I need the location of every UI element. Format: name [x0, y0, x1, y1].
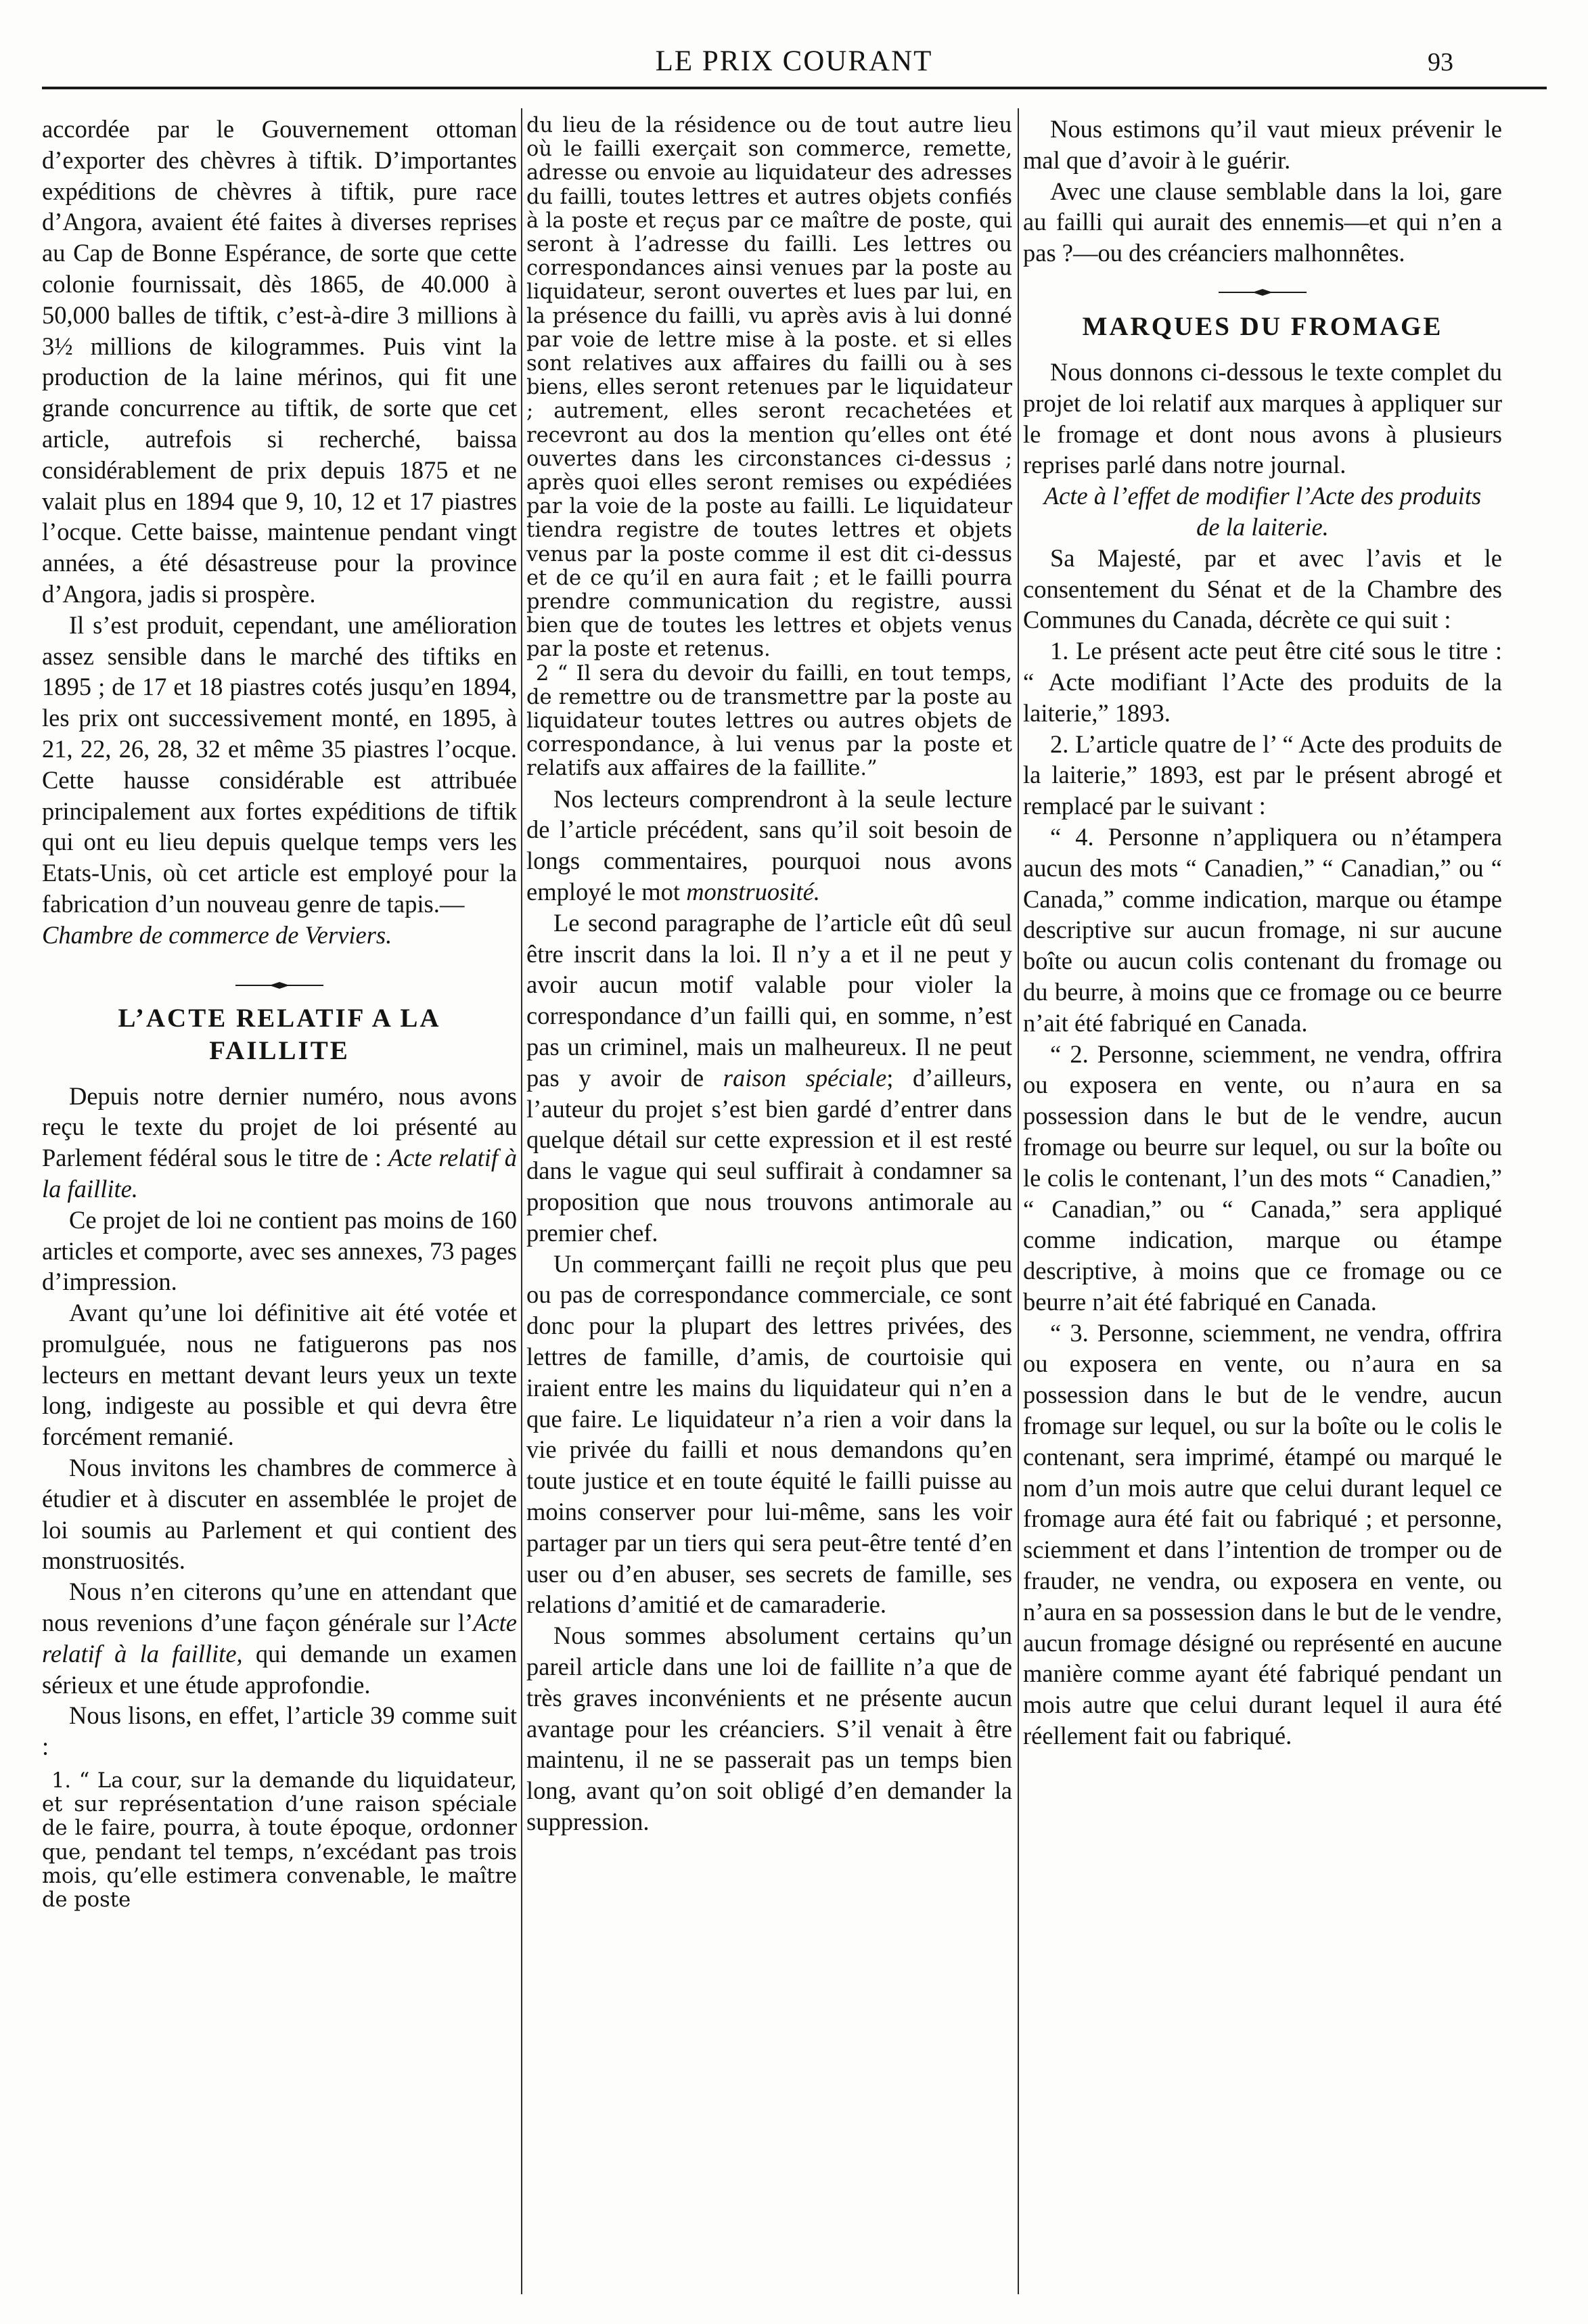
ornament-divider [1219, 288, 1307, 297]
paragraph [42, 1576, 517, 1700]
italic-title: Acte relatif à la faillite. [42, 1144, 517, 1203]
paragraph: 1. Le présent acte peut être cité sous le titre : “ Acte modifiant l’Acte des produits de la laiterie,” 1893. [1023, 637, 1502, 727]
act-title: Acte à l’effet de modifier l’Acte des produits de la laiterie. [1043, 482, 1482, 541]
paragraph-text: qui demande un examen sérieux et une étude approfondie. [42, 1639, 517, 1699]
paragraph: “ 4. Personne n’appliquera ou n’étampera aucun des mots “ Canadien,” “ Canadian,” ou “ Canada,” comme indication, marque ou étampe descriptive sur aucun fromage, ni sur aucune boîte ou aucun colis contenant du fromage ou du beurre, à moins que ce fromage ou ce beurre n’ait été fabriqué en Canada. [1023, 822, 1502, 1037]
paragraph: Nous sommes absolument certains qu’un pareil article dans une loi de faillite n’a que de très graves inconvénients et ne présente aucun avantage pour les créanciers. S’il venait à être maintenu, il ne se passerait pas un temps bien long, avant qu’on soit obligé d’en demander la suppression. [526, 1622, 1012, 1835]
italic-word: monstruosité. [686, 878, 820, 906]
column-right [1023, 114, 1502, 2300]
page-number: 93 [1428, 48, 1453, 76]
article-signature: Chambre de commerce de Verviers. [42, 920, 392, 949]
italic-title: Acte relatif à la faillite, [42, 1609, 517, 1668]
paragraph: Nous donnons ci-dessous le texte complet du projet de loi relatif aux marques à appliquer sur le fromage et dont nous avons à plusieurs reprises parlé dans notre journal. [1023, 357, 1502, 479]
quoted-article: 1. “ La cour, sur la demande du liquidateur, et sur représentation d’une raison spéciale de le faire, pourra, à toute époque, ordonner que, pendant tel temps, n’excédant pas trois mois, qu’elle estimera convenable, le maître de poste [42, 1769, 517, 1913]
paragraph: 2. L’article quatre de l’ “ Acte des produits de la laiterie,” 1893, est par le présent abrogé et remplacé par le suivant : [1023, 730, 1502, 820]
paragraph: Sa Majesté, par et avec l’avis et le consentement du Sénat et de la Chambre des Communes du Canada, décrète ce qui suit : [1023, 543, 1502, 634]
paragraph: Ce projet de loi ne contient pas moins de 160 articles et comporte, avec ses annexes, 73 pages d’impression. [42, 1205, 517, 1296]
paragraph: “ 3. Personne, sciemment, ne vendra, offrira ou exposera en vente, ou n’aura en sa possession dans le but de le vendre, aucun fromage sur lequel, ou sur la boîte ou le colis le contenant, sera imprimé, étampé ou marqué le nom d’un mois autre que celui durant lequel ce fromage aura été fait ou fabriqué ; et personne, sciemment et dans l’intention de tromper ou de frauder, ne vendra, ou exposera en vente, ou n’aura en sa possession dans le but de le vendre, aucun fromage désigné ou représenté en aucune manière comme ayant été fabriqué pendant un mois autre que celui durant lequel il aura été réellement fait ou fabriqué. [1023, 1318, 1502, 1750]
section-title: MARQUES DU FROMAGE [1082, 311, 1443, 341]
italic-word: raison spéciale [723, 1063, 887, 1092]
paragraph-text: ; d’ailleurs, l’auteur du projet s’est bien gardé d’entrer dans quelque détail sur cette expression et il est resté dans le vague qui seul suffirait à condamner sa proposition que nous trouvons antimorale au premier chef. [526, 1063, 1012, 1247]
paragraph: “ 2. Personne, sciemment, ne vendra, offrira ou exposera en vente, ou n’aura en sa possession dans le but de le vendre, aucun fromage ou beurre sur lequel, ou sur la boîte ou le colis le contenant, l’un des mots “ Canadien,” “ Canadian,” ou “ Canada,” sera appliqué comme indication, marque ou étampe descriptive, à moins que ce fromage ou ce beurre n’ait été fabriqué en Canada. [1023, 1040, 1502, 1316]
paragraph: Nous invitons les chambres de commerce à étudier et à discuter en assemblée le projet de loi soumis au Parlement et qui contient des monstruosités. [42, 1454, 517, 1575]
paragraph: Un commerçant failli ne reçoit plus que peu ou pas de correspondance commerciale, ce sont donc pour la plupart des lettres privées, des lettres de famille, d’amis, de courtoisie qui iraient entre les mains du liquidateur qui n’en a que faire. Le liquidateur n’a rien a voir dans la vie privée du failli et nous demandons qu’en toute justice et en toute équité le failli puisse au moins conserver pour lui-même, sans les voir partager par un tiers qui sera peut-être tenté d’en user ou d’en abuser, ses secrets de famille, ses relations d’amitié et de camaraderie. [526, 1249, 1012, 1619]
paragraph: Nous estimons qu’il vaut mieux prévenir le mal que d’avoir à le guérir. [1023, 115, 1502, 174]
paragraph: Avant qu’une loi définitive ait été votée et promulguée, nous ne fatiguerons pas nos lecteurs en mettant devant leurs yeux un texte long, indigeste au possible et qui devra être forcément remanié. [42, 1299, 517, 1451]
paragraph: Avec une clause semblable dans la loi, gare au failli qui aurait des ennemis—et qui n’en a pas ?—ou des créanciers malhonnêtes. [1023, 177, 1502, 267]
paragraph-text: Depuis notre dernier numéro, nous avons reçu le texte du projet de loi présenté au Parlement fédéral sous le titre de : [42, 1081, 517, 1172]
section-title: L’ACTE RELATIF A LA FAILLITE [118, 1003, 441, 1065]
paragraph: Nous lisons, en effet, l’article 39 comme suit : [42, 1701, 517, 1761]
column-divider [521, 108, 522, 2294]
header-rule [42, 87, 1547, 89]
column-middle [526, 114, 1012, 2300]
paragraph-text: Le second paragraphe de l’article eût dû seul être inscrit dans la loi. Il n’y a et il ne peut y avoir aucun motif valable pour violer la correspondance d’un failli qui, en somme, n’est pas un criminel, mais un malheureux. Il ne peut pas y avoir de [526, 908, 1012, 1092]
paragraph: Il s’est produit, cependant, une amélioration assez sensible dans le marché des tiftiks en 1895 ; de 17 et 18 piastres cotés jusqu’en 1894, les prix ont successivement monté, en 1895, à 21, 22, 26, 28, 32 et même 35 piastres l’ocque. Cette hausse considérable est attribuée principalement aux fortes expéditions de tiftik qui ont eu lieu depuis quelque temps vers les Etats-Unis, où cet article est employé pour la fabrication d’un nouveau genre de tapis.— [42, 610, 517, 918]
paragraph-text: Nous n’en citerons qu’une en attendant que nous revenions d’une façon générale sur l’ [42, 1578, 517, 1637]
paragraph: accordée par le Gouvernement ottoman d’exporter des chèvres à tiftik. D’importantes expéditions de chèvres à tiftik, pure race d’Angora, avaient été faites à diverses reprises au Cap de Bonne Espérance, de sorte que cette colonie fournissait, dès 1865, de 40.000 à 50,000 balles de tiftik, c’est-à-dire 3 millions à 3½ millions de kilogrammes. Puis vint la production de la laine mérinos, qui fit une grande concurrence au tiftik, de sorte que cet article, autrefois si recherché, baissa considérablement de prix depuis 1875 et ne valait plus en 1894 que 9, 10, 12 et 17 piastres l’ocque. Cette baisse, maintenue pendant vingt années, a été désastreuse pour la province d’Angora, jadis si prospère. [42, 115, 517, 608]
column-left [42, 114, 517, 2300]
page-header [0, 39, 1588, 84]
paragraph [526, 784, 1012, 908]
ornament-divider [235, 981, 323, 990]
paragraph-text: Nos lecteurs comprendront à la seule lecture de l’article précédent, sans qu’il soit besoin de longs commentaires, pourquoi nous avons employé le mot [526, 784, 1012, 906]
paragraph [42, 1081, 517, 1205]
quoted-article: 2 “ Il sera du devoir du failli, en tout temps, de remettre ou de transmettre par la poste au liquidateur toutes lettres ou autres objets de correspondance, à lui venus par la poste et relatifs aux affaires de la faillite.” [526, 661, 1012, 781]
column-divider [1018, 108, 1019, 2294]
paragraph [526, 908, 1012, 1249]
quoted-article: du lieu de la résidence ou de tout autre lieu où le failli exerçait son commerce, remette, adresse ou envoie au liquidateur des adresses du failli, toutes lettres et autres objets confiés à la poste et reçus par ce maître de poste, qui seront à l’adresse du failli. Les lettres ou correspondances ainsi venues par la poste au liquidateur, seront ouvertes et lues par lui, en la présence du failli, vu après avis à lui donné par voie de lettre mise à la poste. et si elles sont relatives aux affaires du failli ou à ses biens, elles seront retenues par le liquidateur ; autrement, elles seront recachetées et recevront au dos la mention qu’elles ont été ouvertes dans les circonstances ci-dessus ; après quoi elles seront remises ou expédiées par la voie de la poste au failli. Le liquidateur tiendra registre de toutes lettres et objets venus par la poste comme il est dit ci-dessus et de ce qu’il en aura fait ; et le failli pourra prendre communication du registre, aussi bien que de toutes les lettres et objets venus par la poste et retenus. [526, 114, 1012, 662]
publication-title: LE PRIX COURANT [655, 45, 933, 77]
